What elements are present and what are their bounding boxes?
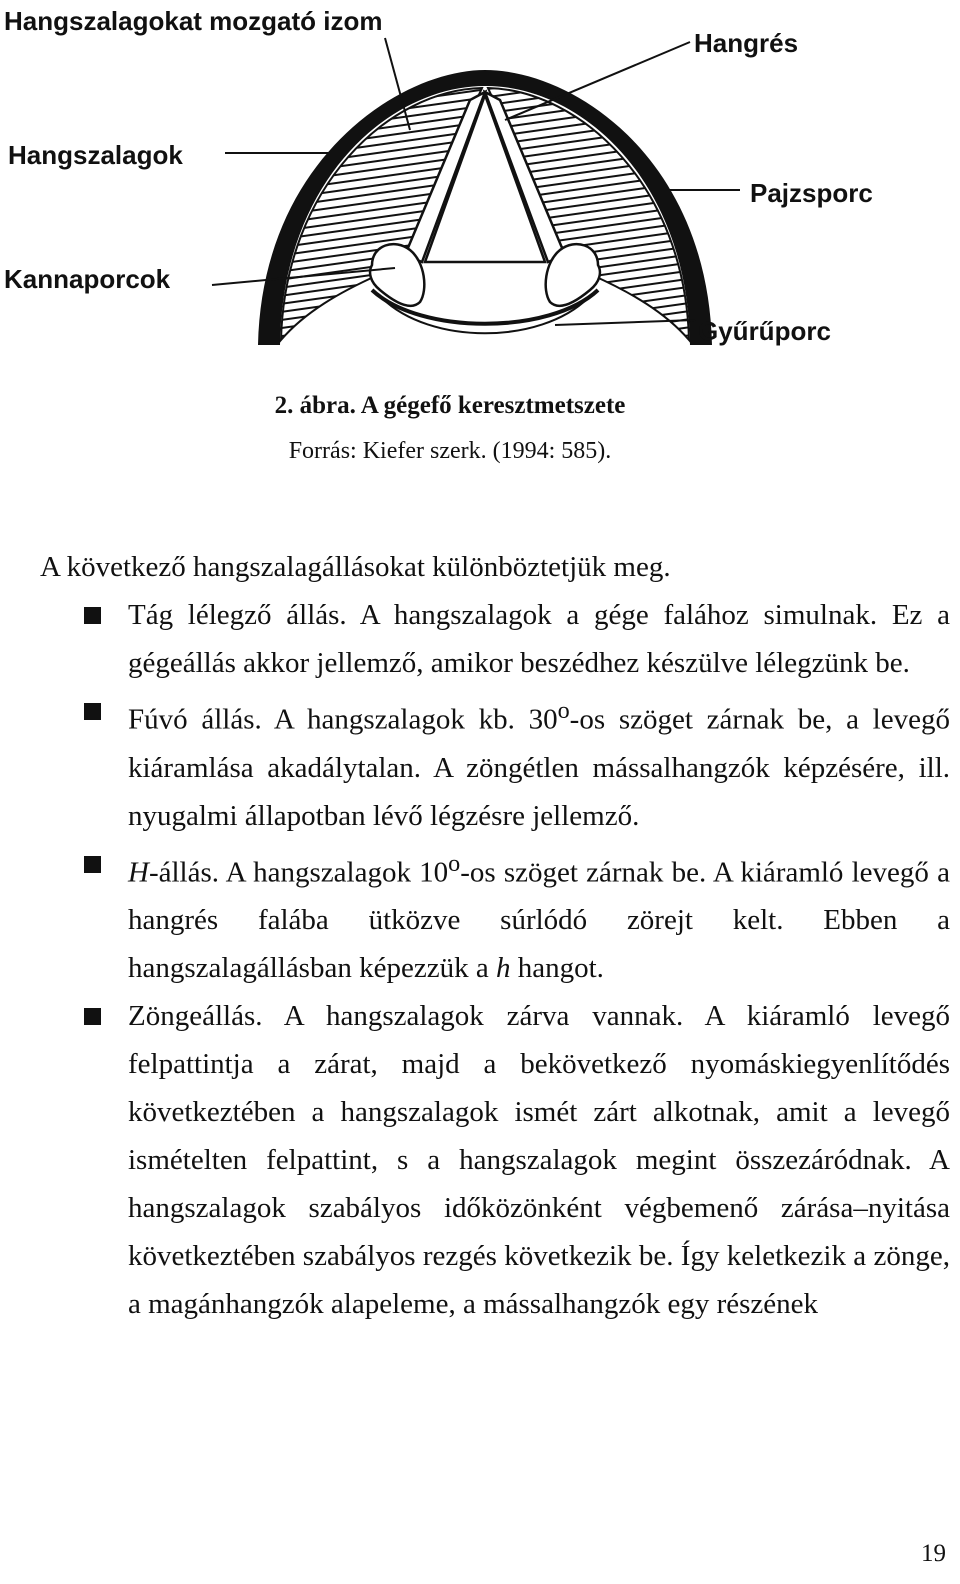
larynx-cross-section-figure: [0, 0, 960, 380]
list-item-text: Zöngeállás. A hangszalagok zárva vannak. A kiáramló levegő felpattintja a zárat, majd a bekövetkező nyomáskiegyenlítődés következtében a hangszalagok ismét zárt alkotnak, amit a levegő ismételten felpattint, s a hangszalagok megint összezáródnak. A hangszalagok szabályos időközönként végbemenő zárása–nyitása következtében szabályos rezgés következik be. Így keletkezik a zönge, a magánhangzók alapeleme, a mássalhangzók egy részének: [128, 1000, 950, 1321]
italic-letter: H: [128, 856, 149, 889]
square-bullet-icon: [84, 1008, 101, 1025]
list-item-text: Fúvó állás. A hangszalagok kb. 30: [128, 703, 558, 736]
list-item-text: Tág lélegző állás. A hangszalagok a gége falához simulnak. Ez a gégeállás akkor jellemző, amikor beszédhez készülve lélegzünk be.: [128, 599, 950, 679]
degree-superscript: o: [448, 849, 461, 877]
label-glottis: Hangrés: [694, 28, 799, 58]
list-item: [128, 840, 950, 993]
intro-paragraph: A következő hangszalagállásokat különböztetjük meg.: [40, 551, 671, 583]
italic-letter: h: [495, 952, 511, 985]
list-item-text: -állás. A hangszalagok 10: [148, 856, 449, 889]
list-item: [128, 591, 950, 687]
degree-superscript: o: [557, 697, 570, 724]
square-bullet-icon: [84, 856, 101, 873]
square-bullet-icon: [84, 703, 101, 720]
label-arytenoid: Kannaporcok: [4, 264, 171, 294]
page-number: 19: [921, 1540, 946, 1567]
list-item-text: -os szöget zárnak be, a levegő kiáramlása akadálytalan. A zöngétlen mássalhangzók képzésére, ill. nyugalmi állapotban lévő légzésre jellemző.: [128, 703, 950, 832]
list-item-text: -os szöget zárnak be. A kiáramló levegő a hangrés falába ütközve súrlódó zörejt kelt. Ebben a hangszalagállásban képezzük a: [128, 856, 950, 985]
label-vocal-cords: Hangszalagok: [8, 140, 183, 170]
label-thyroid: Pajzsporc: [750, 178, 873, 208]
vocal-cord-positions-list: [128, 591, 950, 1328]
list-item: [128, 992, 950, 1328]
label-cricoid: Gyűrűporc: [698, 316, 831, 346]
square-bullet-icon: [84, 607, 101, 624]
list-item-text: hangot.: [510, 952, 604, 985]
list-item: [128, 687, 950, 840]
figure-caption-title: 2. ábra. A gégefő keresztmetszete: [274, 392, 626, 419]
label-muscle: Hangszalagokat mozgató izom: [4, 6, 383, 36]
figure-caption-source: Forrás: Kiefer szerk. (1994: 585).: [288, 438, 612, 464]
